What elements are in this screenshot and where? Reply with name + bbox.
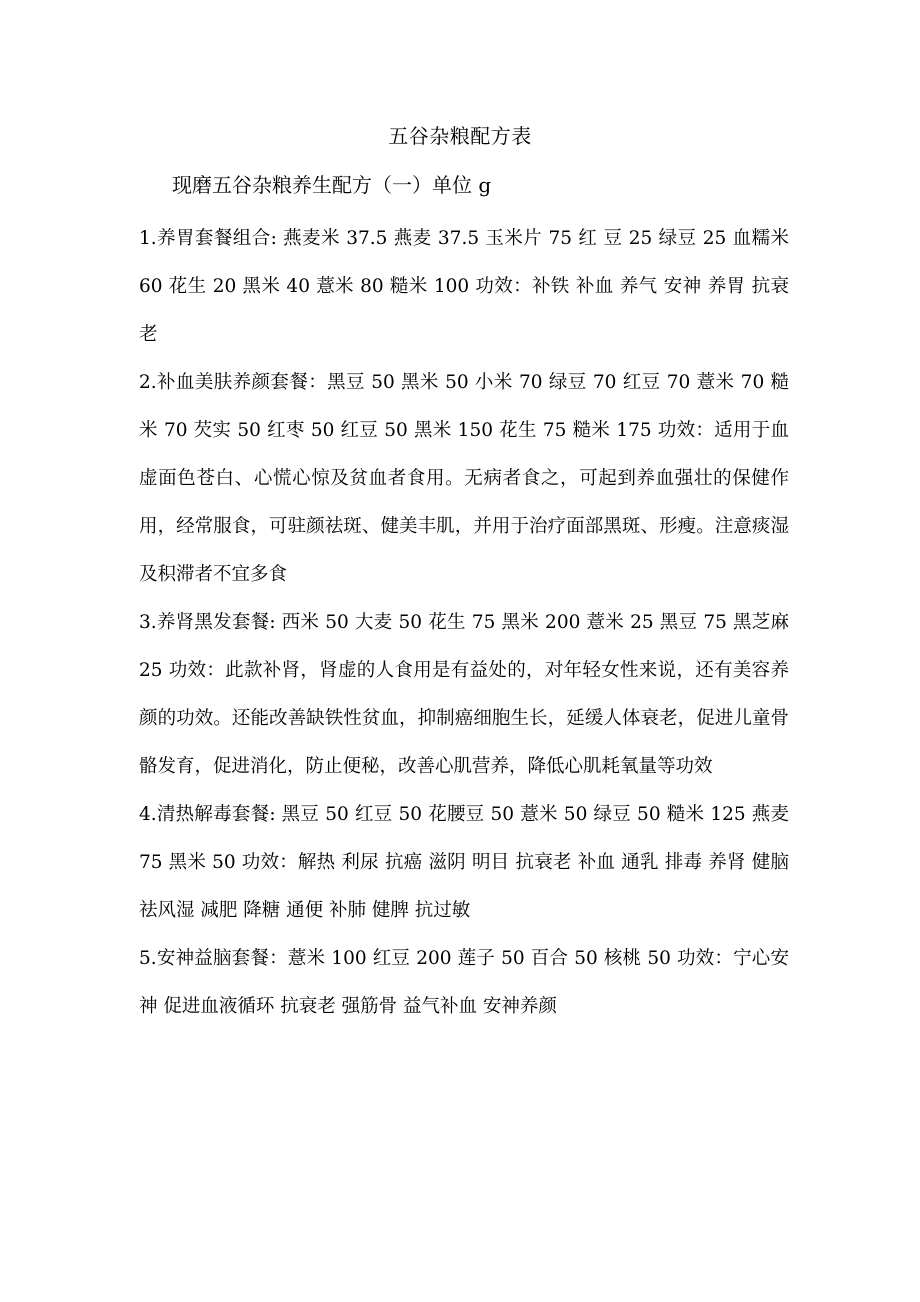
document-subtitle: 现磨五谷杂粮养生配方（一）单位 g — [172, 173, 492, 197]
recipe-stomach-nourishing: 1.养胃套餐组合: 燕麦米 37.5 燕麦 37.5 玉米片 75 红 豆 25 绿豆 25 血糯米 60 花生 20 黑米 40 薏米 80 糙米 100 功效：补铁 补血 养气 安神 养胃 抗衰老 — [139, 228, 789, 345]
recipe-blood-beauty: 2.补血美肤养颜套餐：黑豆 50 黑米 50 小米 70 绿豆 70 红豆 70 薏米 70 糙米 70 芡实 50 红枣 50 红豆 50 黑米 150 花生 75 糙米 175 功效：适用于血虚面色苍白、心慌心惊及贫血者食用。无病者食之，可起到养血强壮的保健作用，经常服食，可驻颜祛斑、健美丰肌，并用于治疗面部黑斑、形瘦。注意痰湿及积滞者不宜多食 — [139, 372, 789, 585]
recipe-list — [139, 215, 789, 1031]
document-title: 五谷杂粮配方表 — [388, 124, 532, 148]
recipe-detox: 4.清热解毒套餐: 黑豆 50 红豆 50 花腰豆 50 薏米 50 绿豆 50 糙米 125 燕麦 75 黑米 50 功效：解热 利尿 抗癌 滋阴 明目 抗衰老 补血 通乳 排毒 养肾 健脑 祛风湿 减肥 降糖 通便 补肺 健脾 抗过敏 — [139, 804, 789, 921]
recipe-kidney-black-hair: 3.养肾黑发套餐: 西米 50 大麦 50 花生 75 黑米 200 薏米 25 黑豆 75 黑芝麻 25 功效：此款补肾，肾虚的人食用是有益处的，对年轻女性来说，还有美容养颜的功效。还能改善缺铁性贫血，抑制癌细胞生长，延缓人体衰老，促进儿童骨骼发育，促进消化，防止便秘，改善心肌营养，降低心肌耗氧量等功效 — [139, 612, 789, 777]
recipe-calm-brain: 5.安神益脑套餐：薏米 100 红豆 200 莲子 50 百合 50 核桃 50 功效：宁心安神 促进血液循环 抗衰老 强筋骨 益气补血 安神养颜 — [139, 948, 789, 1017]
